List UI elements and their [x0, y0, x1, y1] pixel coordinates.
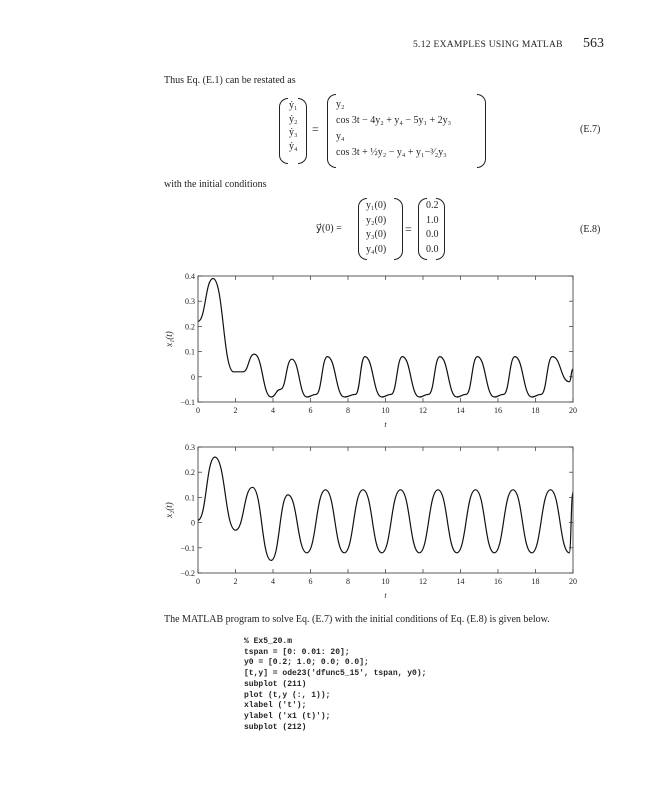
x-tick-label: 18 [531, 577, 540, 586]
x-tick-label: 2 [233, 406, 238, 415]
code-line: subplot (212) [244, 722, 307, 732]
x-tick-label: 8 [346, 577, 350, 586]
x-tick-label: 6 [308, 406, 313, 415]
x-tick-label: 0 [196, 406, 200, 415]
x-tick-label: 16 [494, 406, 502, 415]
x-tick-label: 4 [271, 577, 275, 586]
x-tick-label: 18 [531, 406, 540, 415]
paragraph-program: The MATLAB program to solve Eq. (E.7) with the initial conditions of Eq. (E.8) is given below. [164, 614, 550, 625]
vec-entry: cos 3t − 4y₂ + y₄ − 5y₁ + 2y₃ [336, 115, 452, 126]
y-tick-label: 0.3 [185, 297, 195, 307]
vec-entry: y₄ [336, 131, 345, 142]
equals-sign: = [312, 122, 319, 136]
x-tick-label: 8 [346, 406, 350, 415]
vec-entry: ẏ₂ [289, 113, 298, 125]
code-line: % Ex5_20.m [244, 637, 293, 646]
series-line-x2 [198, 457, 573, 560]
x-tick-label: 0 [196, 577, 200, 586]
x-tick-label: 12 [419, 577, 427, 586]
vec-entry: y₁(0) [366, 200, 387, 211]
x-tick-label: 2 [233, 577, 238, 586]
x-tick-label: 14 [456, 577, 465, 586]
y-tick-label: 0.2 [185, 468, 195, 478]
code-line: [t,y] = ode23('dfunc5_15', tspan, y0); [244, 669, 427, 679]
code-line: plot (t,y (:, 1)); [244, 690, 331, 700]
code-line: xlabel ('t'); [244, 701, 307, 711]
vector-name: y⃗(0) = [316, 223, 342, 234]
vec-entry: 0.0 [426, 243, 439, 255]
series-line-x1 [198, 279, 573, 398]
y-tick-label: 0.2 [185, 322, 195, 332]
y-tick-label: −0.1 [180, 398, 195, 407]
y-axis-label: x₂(t) [164, 502, 174, 518]
x-tick-label: 6 [308, 577, 313, 586]
y-axis-label: x₁(t) [164, 331, 174, 347]
vec-entry: y₄(0) [366, 243, 387, 255]
equation-number: (E.8) [580, 224, 601, 235]
x-tick-label: 20 [569, 406, 577, 415]
plot-frame [198, 447, 573, 573]
x-axis-label: t [384, 420, 387, 429]
paragraph-initial: with the initial conditions [164, 179, 267, 190]
y-tick-label: 0.3 [185, 443, 195, 452]
vec-entry: y₂ [336, 99, 345, 110]
vec-entry: ẏ₁ [289, 100, 298, 111]
y-tick-label: 0.1 [185, 493, 195, 503]
plot-x2 [164, 443, 577, 600]
y-tick-label: 0 [191, 372, 195, 382]
running-header: 5.12 EXAMPLES USING MATLAB [413, 40, 563, 50]
code-line: y0 = [0.2; 1.0; 0.0; 0.0]; [244, 658, 369, 668]
y-tick-label: −0.2 [180, 569, 195, 578]
code-line: ylabel ('x1 (t)'); [244, 711, 331, 721]
vec-entry: ẏ₄ [289, 140, 298, 152]
equals-sign: = [405, 222, 412, 236]
x-axis-label: t [384, 591, 387, 600]
vec-entry: 0.0 [426, 229, 439, 240]
paragraph-restated: Thus Eq. (E.1) can be restated as [164, 75, 296, 86]
plot-x1 [164, 272, 577, 429]
y-tick-label: 0.4 [185, 272, 195, 281]
code-listing [244, 637, 426, 733]
code-line: subplot (211) [244, 679, 307, 689]
vec-entry: y₃(0) [366, 229, 387, 240]
code-line: tspan = [0: 0.01: 20]; [244, 647, 350, 657]
x-tick-label: 4 [271, 406, 275, 415]
page-number: 563 [583, 36, 604, 51]
x-tick-label: 20 [569, 577, 577, 586]
vec-entry: ẏ₃ [289, 127, 298, 138]
x-tick-label: 16 [494, 577, 502, 586]
vec-entry: 0.2 [426, 200, 439, 211]
x-tick-label: 10 [381, 577, 390, 586]
y-tick-label: 0 [191, 518, 195, 528]
vec-entry: 1.0 [426, 214, 439, 226]
equation-number: (E.7) [580, 124, 601, 135]
x-tick-label: 10 [381, 406, 390, 415]
x-tick-label: 14 [456, 406, 465, 415]
y-tick-label: −0.1 [180, 543, 195, 553]
y-tick-label: 0.1 [185, 347, 195, 357]
plot-frame [198, 276, 573, 402]
x-tick-label: 12 [419, 406, 427, 415]
vec-entry: cos 3t + ½y₂ − y₄ + y₁−³⁄₂y₃ [336, 147, 447, 158]
vec-entry: y₂(0) [366, 214, 387, 226]
